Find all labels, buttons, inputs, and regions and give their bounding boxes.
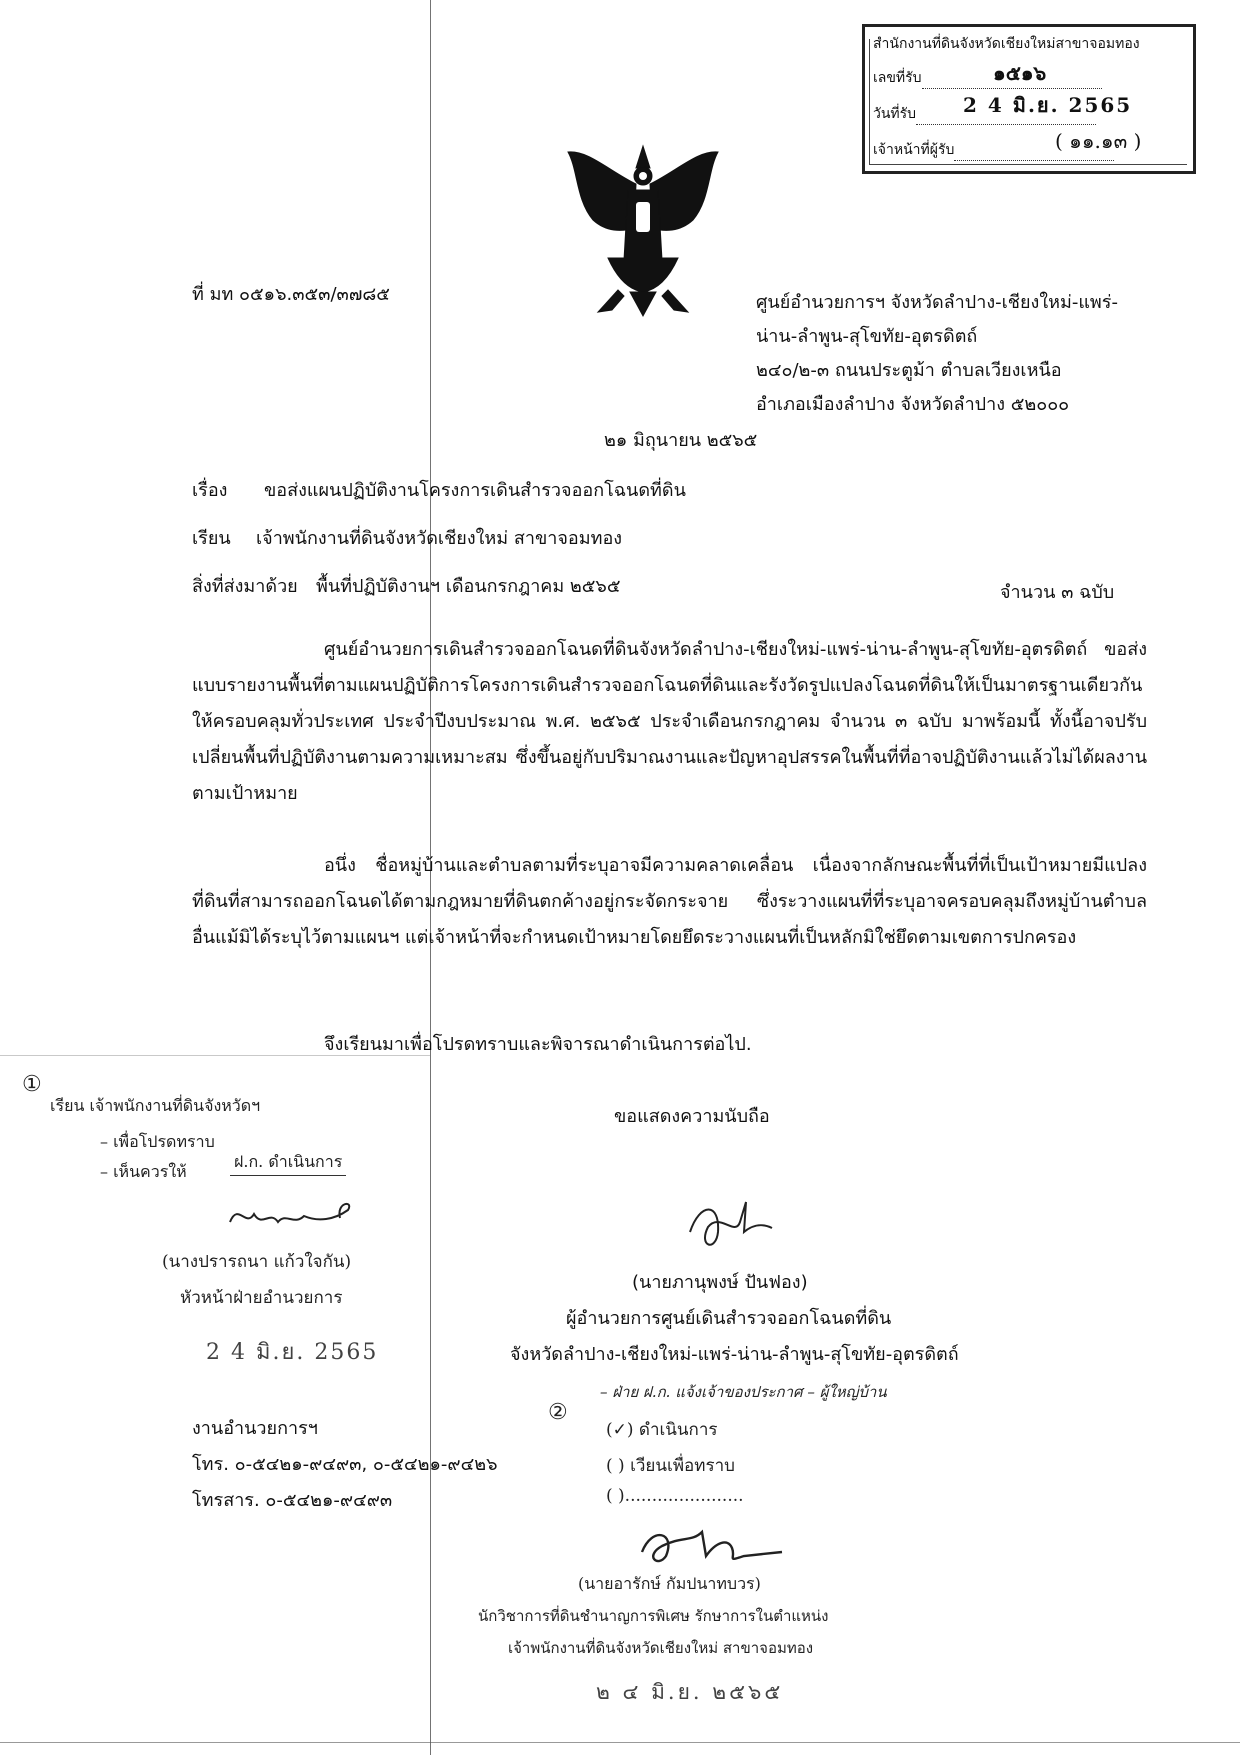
to-label: เรียน xyxy=(192,528,231,549)
body-paragraph-2-text: อนึ่ง ชื่อหมู่บ้านและตำบลตามที่ระบุอาจมีความคลาดเคลื่อน เนื่องจากลักษณะพื้นที่ที่เป็นเป้าหมายมีแปลงที่ดินที่สามารถออกโฉนดได้ตามกฎหมายที่ดินตกค้างอยู่กระจัดกระจาย ซึ่งระวางแผนที่ที่ระบุอาจครอบคลุมถึงหมู่บ้านตำบลอื่นแม้มิได้ระบุไว้ตามแผนฯ แต่เจ้าหน้าที่จะกำหนดเป้าหมายโดยยึดระวางแผนที่เป็นหลักมิใช่ยึดตามเขตการปกครอง xyxy=(192,855,1147,948)
note2-name: (นายอารักษ์ กัมปนาทบวร) xyxy=(578,1574,761,1593)
body-paragraph-1 xyxy=(192,632,1147,812)
note2-date-stamp: ๒ ๔ มิ.ย. ๒๕๖๕ xyxy=(596,1680,784,1704)
contact-unit: งานอำนวยการฯ xyxy=(192,1418,318,1439)
note1-to: เรียน เจ้าพนักงานที่ดินจังหวัดฯ xyxy=(50,1096,261,1115)
contact-fax: โทรสาร. ๐-๕๔๒๑-๙๔๙๓ xyxy=(192,1490,393,1511)
note1-name: (นางปรารถนา แก้วใจกัน) xyxy=(162,1252,352,1272)
stamp-received-no-label: เลขที่รับ xyxy=(873,70,922,86)
signer-name: (นายภานุพงษ์ ปันฟอง) xyxy=(632,1272,808,1293)
signer-title-2: จังหวัดลำปาง-เชียงใหม่-แพร่-น่าน-ลำพูน-สุโขทัย-อุตรดิตถ์ xyxy=(510,1344,959,1365)
to-text: เจ้าพนักงานที่ดินจังหวัดเชียงใหม่ สาขาจอมทอง xyxy=(256,528,623,549)
body-paragraph-2 xyxy=(192,848,1147,956)
stamp-received-date-value: 2 4 มิ.ย. 2565 xyxy=(963,93,1133,117)
letter-number: ที่ มท ๐๕๑๖.๓๕๓/๓๗๘๕ xyxy=(192,284,390,305)
letter-date: ๒๑ มิถุนายน ๒๕๖๕ xyxy=(604,430,758,451)
enclosure-text: พื้นที่ปฏิบัติงานฯ เดือนกรกฎาคม ๒๕๖๕ xyxy=(316,576,621,597)
note1-item2-value: ฝ.ก. ดำเนินการ xyxy=(230,1150,346,1176)
note2-option-circulate: ( ) เวียนเพื่อทราบ xyxy=(606,1456,735,1476)
sender-line-1: ศูนย์อำนวยการฯ จังหวัดลำปาง-เชียงใหม่-แพร่- xyxy=(756,292,1118,313)
signer-title-1: ผู้อำนวยการศูนย์เดินสำรวจออกโฉนดที่ดิน xyxy=(566,1308,892,1329)
sender-line-4: อำเภอเมืองลำปาง จังหวัดลำปาง ๕๒๐๐๐ xyxy=(756,394,1070,415)
enclosure-count: จำนวน ๓ ฉบับ xyxy=(1000,582,1115,603)
note2-option-other: ( )...................... xyxy=(606,1486,744,1506)
closing-request: จึงเรียนมาเพื่อโปรดทราบและพิจารณาดำเนินการต่อไป. xyxy=(324,1034,752,1055)
note1-title: หัวหน้าฝ่ายอำนวยการ xyxy=(180,1288,343,1308)
sender-line-3: ๒๔๐/๒-๓ ถนนประตูม้า ตำบลเวียงเหนือ xyxy=(756,360,1062,381)
stamp-received-date-label: วันที่รับ xyxy=(873,106,917,122)
contact-tel: โทร. ๐-๕๔๒๑-๙๔๙๓, ๐-๕๔๒๑-๙๔๒๖ xyxy=(192,1454,498,1475)
note2-option-proceed: (✓) ดำเนินการ xyxy=(606,1420,718,1440)
garuda-emblem-icon xyxy=(548,140,738,320)
note1-item2: – เห็นควรให้ xyxy=(100,1162,187,1181)
director-signature xyxy=(680,1192,790,1262)
page-bottom-edge xyxy=(0,1742,1240,1743)
receive-stamp xyxy=(862,24,1196,174)
note2-title-1: นักวิชาการที่ดินชำนาญการพิเศษ รักษาการในตำแหน่ง xyxy=(478,1607,829,1625)
note2-instruction: – ฝ่าย ฝ.ก. แจ้งเจ้าของประกาศ – ผู้ใหญ่บ้าน xyxy=(600,1383,887,1401)
note1-date-stamp: 2 4 มิ.ย. 2565 xyxy=(206,1340,379,1365)
stamp-received-no-row xyxy=(873,67,1102,89)
stamp-officer-label: เจ้าหน้าที่ผู้รับ xyxy=(873,142,955,158)
note2-number: ② xyxy=(548,1400,568,1425)
enclosure-label: สิ่งที่ส่งมาด้วย xyxy=(192,576,298,597)
note2-signature xyxy=(632,1512,792,1572)
regards: ขอแสดงความนับถือ xyxy=(614,1106,770,1127)
note1-signature xyxy=(224,1192,374,1242)
body-paragraph-1-text: ศูนย์อำนวยการเดินสำรวจออกโฉนดที่ดินจังหวัดลำปาง-เชียงใหม่-แพร่-น่าน-ลำพูน-สุโขทัย-อุตรดิตถ์ ขอส่งแบบรายงานพื้นที่ตามแผนปฏิบัติการโครงการเดินสำรวจออกโฉนดที่ดินและรังวัดรูปแปลงโฉนดที่ดินให้เป็นมาตรฐานเดียวกันให้ครอบคลุมทั่วประเทศ ประจำปีงบประมาณ พ.ศ. ๒๕๖๕ ประจำเดือนกรกฎาคม จำนวน ๓ ฉบับ มาพร้อมนี้ ทั้งนี้อาจปรับเปลี่ยนพื้นที่ปฏิบัติงานตามความเหมาะสม ซึ่งขึ้นอยู่กับปริมาณงานและปัญหาอุปสรรคในพื้นที่ที่อาจปฏิบัติงานแล้วไม่ได้ผลงานตามเป้าหมาย xyxy=(192,639,1147,804)
sender-line-2: น่าน-ลำพูน-สุโขทัย-อุตรดิตถ์ xyxy=(756,326,978,347)
stamp-officer-value: ( ๑๑.๑๓ ) xyxy=(1055,129,1142,153)
stamp-received-no-value: ๑๕๑๖ xyxy=(993,61,1047,85)
note1-number: ① xyxy=(22,1072,42,1097)
note2-title-2: เจ้าพนักงานที่ดินจังหวัดเชียงใหม่ สาขาจอมทอง xyxy=(508,1639,814,1657)
subject-text: ขอส่งแผนปฏิบัติงานโครงการเดินสำรวจออกโฉนดที่ดิน xyxy=(264,480,686,501)
stamp-office: สำนักงานที่ดินจังหวัดเชียงใหม่สาขาจอมทอง xyxy=(873,36,1140,52)
subject-label: เรื่อง xyxy=(192,480,228,501)
note1-item1: – เพื่อโปรดทราบ xyxy=(100,1132,215,1151)
